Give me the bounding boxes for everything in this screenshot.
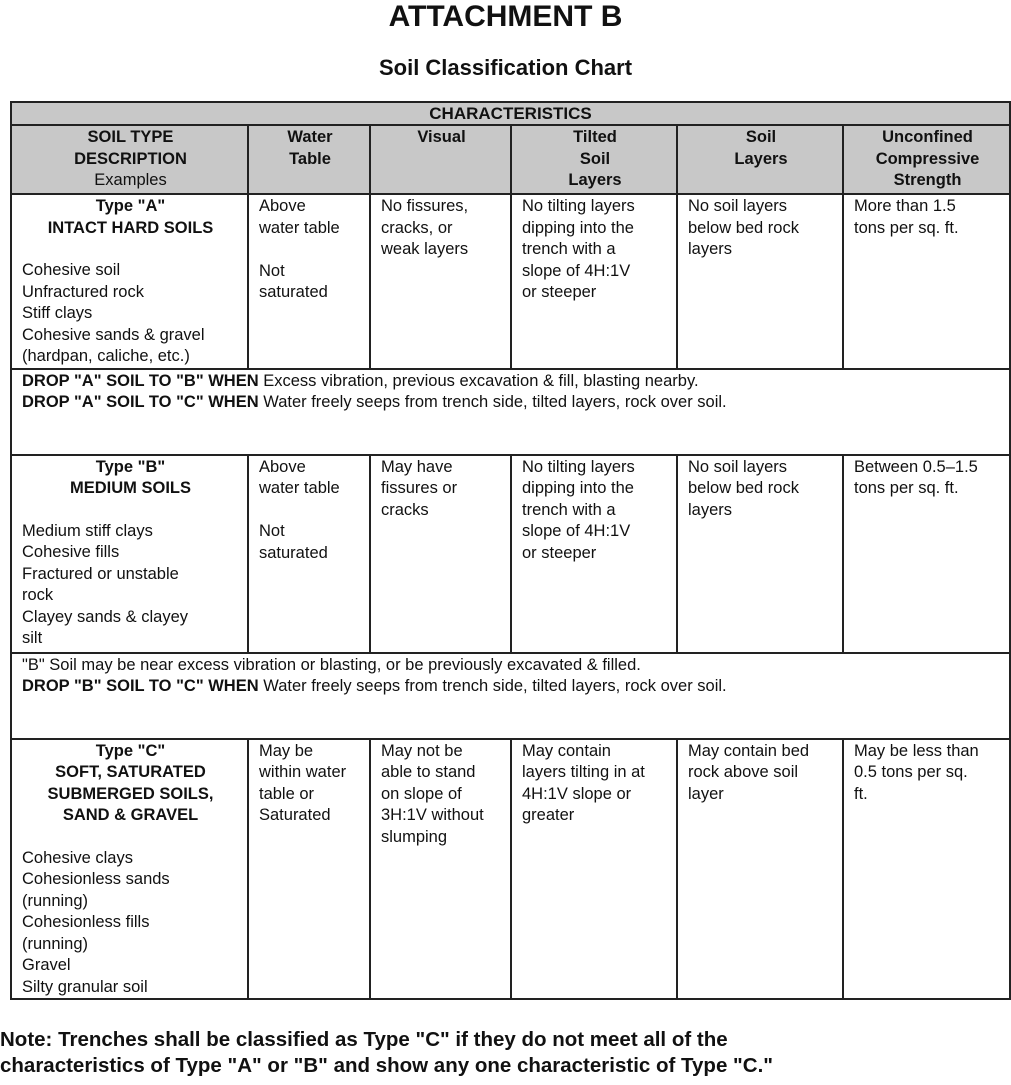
cell-line: table or — [259, 784, 315, 803]
cell-line: Cohesionless sands — [22, 870, 170, 888]
cell-line: Silty granular soil — [22, 977, 148, 996]
cell-line: slope of 4H:1V — [522, 261, 631, 280]
cell-line: (hardpan, caliche, etc.) — [22, 347, 190, 365]
type-c-description: Type "C" SOFT, SATURATED SUBMERGED SOILS, SAND & GRAVEL Cohesive clays Cohesionless sands (running) Cohesionless fills (running) Gravel Silty granular soil — [11, 739, 248, 1000]
cell-line: Cohesive fills — [22, 543, 120, 561]
cell-line: No soil layers — [688, 197, 788, 215]
cell-line: No tilting layers — [522, 197, 635, 215]
cell-line: Stiff clays — [22, 304, 93, 322]
footer-note: Note: Trenches shall be classified as Type "C" if they do not meet all of the characteristics of Type "A" or "B" and show any one characteristic of Type "C." — [0, 1028, 773, 1077]
cell-line: trench with a — [522, 500, 616, 519]
cell-line: cracks, or — [381, 218, 453, 237]
cell-line: Unfractured rock — [22, 282, 144, 301]
cell-line — [259, 239, 361, 261]
cell-line: layers — [688, 240, 733, 258]
drop-b-note: "B" Soil may be near excess vibration or blasting, or be previously excavated & filled. DROP "B" SOIL TO "C" WHEN Water freely seeps from trench side, tilted layers, rock over soil. — [11, 653, 1010, 739]
cell-line: water table — [259, 479, 340, 497]
cell-line: Fractured or unstable — [22, 564, 179, 583]
type-b-description: Type "B" MEDIUM SOILS Medium stiff clays Cohesive fills Fractured or unstable rock Clayey sands & clayey silt — [11, 455, 248, 653]
col-water-table: Water Table — [248, 125, 370, 194]
cell-line: No fissures, — [381, 197, 469, 215]
cell-line: layers tilting in at — [522, 763, 645, 781]
cell-line: No tilting layers — [522, 457, 635, 476]
note-row-b — [11, 653, 1010, 739]
type-b-water-table — [248, 455, 370, 653]
cell-line: within water — [259, 763, 347, 781]
col-tilted-soil-layers: Tilted Soil Layers — [511, 125, 677, 194]
cell-line: dipping into the — [522, 479, 634, 497]
type-b-layers — [677, 455, 843, 653]
cell-line: 0.5 tons per sq. — [854, 763, 968, 781]
cell-line: water table — [259, 218, 340, 237]
cell-line: rock above soil — [688, 763, 799, 781]
cell-line: May be less than — [854, 741, 979, 760]
cell-line: weak layers — [381, 240, 469, 258]
cell-line: saturated — [259, 283, 328, 301]
cell-line: Above — [259, 197, 306, 215]
cell-line: No soil layers — [688, 457, 788, 476]
cell-line: on slope of — [381, 784, 462, 803]
page-title: ATTACHMENT B — [388, 0, 623, 33]
type-b-tilted — [511, 455, 677, 653]
cell-line: or steeper — [522, 283, 597, 301]
cell-line: May have — [381, 457, 453, 476]
type-c-water-table — [248, 739, 370, 1000]
cell-line: Cohesive clays — [22, 848, 133, 867]
cell-line: More than 1.5 — [854, 197, 956, 215]
type-c-layers — [677, 739, 843, 1000]
type-a-layers — [677, 194, 843, 369]
cell-line: layers — [688, 500, 733, 519]
cell-line: Between 0.5–1.5 — [854, 457, 978, 476]
cell-line: tons per sq. ft. — [854, 218, 959, 237]
cell-line: below bed rock — [688, 479, 799, 497]
cell-line: able to stand — [381, 763, 476, 781]
table-row-type-b — [11, 455, 1010, 653]
type-a-visual — [370, 194, 511, 369]
cell-line: silt — [22, 629, 43, 647]
cell-line: Above — [259, 457, 306, 476]
type-c-tilted — [511, 739, 677, 1000]
cell-line: trench with a — [522, 240, 616, 258]
table-row-type-c — [11, 739, 1010, 1000]
cell-line: dipping into the — [522, 218, 634, 237]
type-a-water-table — [248, 194, 370, 369]
drop-a-note: DROP "A" SOIL TO "B" WHEN Excess vibration, previous excavation & fill, blasting nearby. DROP "A" SOIL TO "C" WHEN Water freely seeps from trench side, tilted layers, rock over soil. — [11, 369, 1010, 455]
type-a-strength — [843, 194, 1010, 369]
col-visual: Visual — [370, 125, 511, 194]
soil-classification-table — [10, 101, 1011, 1000]
type-b-visual — [370, 455, 511, 653]
cell-line: Cohesive sands & gravel — [22, 325, 205, 344]
cell-line: Saturated — [259, 806, 331, 824]
cell-line: saturated — [259, 543, 328, 562]
cell-line: slope of 4H:1V — [522, 522, 631, 540]
col-strength: Unconfined Compressive Strength — [843, 125, 1010, 194]
cell-line: May not be — [381, 741, 463, 760]
type-a-description: Type "A" INTACT HARD SOILS Cohesive soil Unfractured rock Stiff clays Cohesive sands & gravel (hardpan, caliche, etc.) — [11, 194, 248, 369]
cell-line: fissures or — [381, 479, 458, 497]
type-c-visual — [370, 739, 511, 1000]
note-row-a — [11, 369, 1010, 455]
cell-line: Not — [259, 522, 285, 540]
cell-line: May contain — [522, 741, 611, 760]
cell-line: May contain bed — [688, 741, 810, 760]
cell-line: Cohesionless fills — [22, 913, 150, 931]
cell-line: layer — [688, 784, 724, 803]
cell-line: or steeper — [522, 543, 597, 562]
cell-line: 3H:1V without — [381, 806, 484, 824]
cell-line: 4H:1V slope or — [522, 784, 632, 803]
cell-line: (running) — [22, 891, 89, 910]
type-c-strength — [843, 739, 1010, 1000]
chart-subtitle: Soil Classification Chart — [378, 55, 633, 80]
cell-line: Clayey sands & clayey — [22, 607, 188, 626]
cell-line: (running) — [22, 934, 89, 953]
cell-line: Cohesive soil — [22, 261, 121, 279]
cell-line: rock — [22, 586, 54, 604]
table-row-type-a — [11, 194, 1010, 369]
cell-line: slumping — [381, 827, 448, 846]
type-b-strength — [843, 455, 1010, 653]
cell-line — [259, 500, 361, 522]
cell-line: Not — [259, 261, 285, 280]
characteristics-header: CHARACTERISTICS — [11, 102, 1010, 125]
cell-line: cracks — [381, 500, 429, 519]
col-soil-layers: Soil Layers — [677, 125, 843, 194]
cell-line: Medium stiff clays — [22, 521, 153, 540]
cell-line: below bed rock — [688, 218, 799, 237]
cell-line: ft. — [854, 784, 868, 803]
cell-line: tons per sq. ft. — [854, 479, 959, 497]
cell-line: greater — [522, 806, 575, 824]
col-soil-type: SOIL TYPE DESCRIPTION Examples — [11, 125, 248, 194]
type-a-tilted — [511, 194, 677, 369]
cell-line: Gravel — [22, 956, 71, 974]
cell-line: May be — [259, 741, 314, 760]
